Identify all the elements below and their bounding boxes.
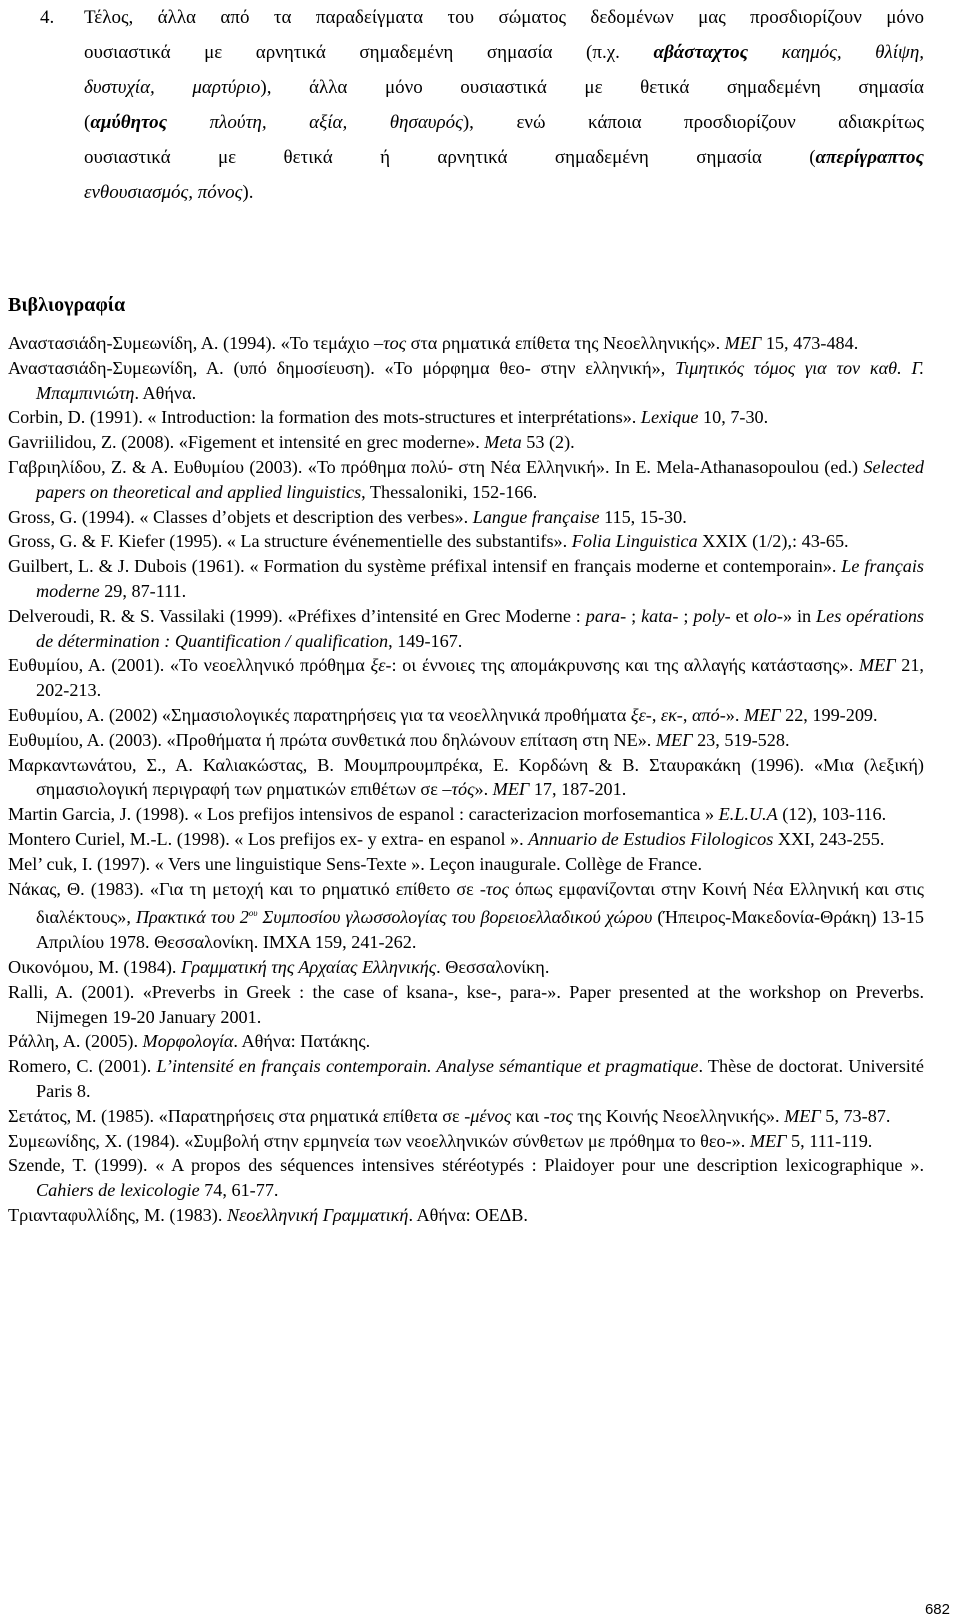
text-segment: Ralli, A. (2001). «Preverbs in Greek : the case of ksana-, kse-, para-». Paper presented at the workshop on Preverbs. Nijmegen 19-20 January 2001. (8, 981, 924, 1027)
text-segment: Montero Curiel, M.-L. (1998). « Los prefijos ex- y extra- en espanol ». (8, 828, 529, 849)
text-segment: Cahiers de lexicologie (36, 1180, 200, 1201)
text-segment: 5, 73-87. (820, 1105, 891, 1126)
text-segment: –τός (442, 779, 475, 800)
text-segment: , 149-167. (388, 630, 463, 651)
text-segment: 115, 15-30. (599, 506, 687, 527)
text-segment: Οικονόμου, Μ. (1984). (8, 956, 181, 977)
text-segment: . Αθήνα: Πατάκης. (233, 1031, 371, 1052)
text-segment: πλούτη, αξία, θησαυρός (167, 112, 463, 133)
text-segment: Σετάτος, Μ. (1985). «Παρατηρήσεις στα ρηματικά επίθετα σε - (8, 1105, 471, 1126)
text-segment: , (651, 704, 661, 725)
text-segment: ), άλλα μόνο ουσιαστικά με θετικά σημαδεμένη σημασία (260, 77, 924, 98)
text-segment: 15, 473-484. (761, 333, 859, 353)
text-segment: 53 (2). (521, 432, 575, 453)
text-segment: Folia Linguistica (571, 531, 698, 552)
reference-entry (8, 455, 924, 505)
reference-entry (8, 529, 924, 554)
text-segment: ενθουσιασμός, πόνος (84, 182, 243, 203)
text-segment: poly- (693, 605, 731, 626)
text-segment: Αναστασιάδη-Συμεωνίδη, Α. (υπό δημοσίευση). «Το μόρφημα θεο- στην ελληνική», (8, 357, 676, 378)
text-segment: (Ήπειρος-Μακεδονία-Θράκη) 13-15 Απριλίου 1978. Θεσσαλονίκη. ΙΜΧΑ 159, 241-262. (36, 907, 924, 953)
text-segment: Ράλλη, Α. (2005). (8, 1031, 143, 1052)
reference-entry (8, 980, 924, 1030)
text-segment: L’intensité en français contemporain. Analyse sémantique et pragmatique (156, 1056, 699, 1077)
text-line (84, 70, 924, 105)
reference-entry (8, 728, 924, 753)
text-segment: Mel’ cuk, I. (1997). « Vers une linguistique Sens-Texte ». Leçon inaugurale. Collège de France. (8, 853, 703, 874)
text-segment: 74, 61-77. (199, 1180, 279, 1201)
text-segment: ΜΕΓ (492, 779, 530, 800)
reference-entry (8, 1203, 924, 1228)
list-item-text (84, 0, 924, 210)
text-segment: και - (511, 1105, 550, 1126)
text-line (84, 105, 924, 140)
text-segment: » in (782, 605, 817, 626)
text-segment: ΜΕΓ (749, 1130, 787, 1151)
text-segment: Guilbert, L. & J. Dubois (1961). « Formation du système préfixal intensif en français moderne et contemporain». (8, 556, 842, 577)
list-item-number: 4. (40, 7, 55, 28)
reference-entry (8, 331, 924, 356)
reference-entry (8, 1104, 924, 1129)
text-segment: ΜΕΓ (655, 729, 693, 750)
text-segment: Ευθυμίου, Α. (2001). «Το νεοελληνικό πρόθημα (8, 655, 371, 676)
reference-entry (8, 852, 924, 877)
text-segment: από- (691, 704, 726, 725)
text-segment: Μαρκαντωνάτου, Σ., Α. Καλιακώστας, Β. Μουμπρουμπρέκα, Ε. Κορδώνη & Β. Σταυρακάκη (1996). «Μια (λεξική) σημασιολογική περιγραφή των ρηματικών επιθέτων σε (8, 754, 924, 800)
text-segment: μένος (470, 1105, 512, 1126)
text-segment: –τος (374, 333, 407, 353)
reference-entry (8, 554, 924, 604)
text-segment: τος (549, 1105, 573, 1126)
text-segment: Gross, G. & F. Kiefer (1995). « La structure événementielle des substantifs». (8, 531, 572, 552)
text-segment: 10, 7-30. (698, 407, 769, 428)
text-segment: 29, 87-111. (99, 580, 187, 601)
reference-entry (8, 1129, 924, 1154)
page-number: 682 (924, 1601, 950, 1618)
text-segment: Langue française (472, 506, 600, 527)
reference-entry (8, 753, 924, 803)
reference-entry (8, 1029, 924, 1054)
reference-entry (8, 827, 924, 852)
text-segment: kata- (641, 605, 679, 626)
reference-entry (8, 604, 924, 654)
reference-entry (8, 653, 924, 703)
text-segment: et (730, 605, 754, 626)
text-segment: Romero, C. (2001). (8, 1056, 157, 1077)
text-segment: τος (485, 878, 509, 899)
text-segment: ( (84, 112, 91, 133)
text-segment: 22, 199-209. (780, 704, 878, 725)
text-line (84, 35, 924, 70)
bibliography-heading: Βιβλιογραφία (8, 294, 126, 316)
text-segment: ξε- (630, 704, 652, 725)
text-segment: . Αθήνα. (134, 382, 197, 403)
text-segment: Meta (484, 432, 522, 453)
text-segment: ). (242, 182, 254, 203)
text-segment: XXIX (1/2),: 43-65. (697, 531, 849, 552)
text-segment: Delveroudi, R. & S. Vassilaki (1999). «Préfixes d’intensité en Grec Moderne : (8, 605, 586, 626)
text-segment: ; (626, 605, 642, 626)
text-line (84, 175, 924, 210)
reference-entry (8, 877, 924, 955)
text-segment: ΜΕΓ (784, 1105, 821, 1126)
text-segment: Τριανταφυλλίδης, Μ. (1983). (8, 1204, 227, 1225)
text-segment: Gross, G. (1994). « Classes d’objets et description des verbes». (8, 506, 473, 527)
text-segment: ». (474, 779, 493, 800)
text-segment: ), ενώ κάποια προσδιορίζουν αδιακρίτως (462, 112, 924, 133)
text-segment: Selected papers on theoretical and applied linguistics (36, 456, 924, 502)
reference-entry (8, 802, 924, 827)
text-segment: ». (725, 704, 744, 725)
text-line (84, 0, 924, 35)
reference-entry (8, 955, 924, 980)
text-segment: 21, 202-213. (36, 655, 924, 701)
text-segment: olo- (753, 605, 783, 626)
text-segment: ουσιαστικά με αρνητικά σημαδεμένη σημασία (π.χ. (84, 42, 654, 63)
text-segment: E.L.U.A (718, 804, 778, 825)
reference-entry (8, 1054, 924, 1104)
text-segment: . Θεσσαλονίκη. (436, 956, 550, 977)
text-line (84, 140, 924, 175)
text-segment: , (682, 704, 692, 725)
text-segment: Πρακτικά του 2 (135, 907, 249, 928)
reference-entry (8, 356, 924, 406)
text-segment: : οι έννοιες της απομάκρυνσης και της αλλαγής κατάστασης». (391, 655, 859, 676)
text-segment: αβάσταχτος (653, 42, 749, 63)
text-segment: ΜΕΓ (858, 655, 896, 676)
text-segment: . Thèse de doctorat. Université Paris 8. (36, 1056, 924, 1101)
text-segment: απερίγραπτος (815, 147, 924, 168)
text-segment: Les opérations de détermination : Quantification / qualification (36, 605, 924, 651)
text-segment: αμύθητος (90, 112, 168, 133)
text-segment: para- (585, 605, 627, 626)
text-segment: Szende, T. (1999). « A propos des séquences intensives stéréotypés : Plaidoyer pour une description lexicographique ». (8, 1155, 924, 1176)
text-segment: δυστυχία, μαρτύριο (84, 77, 261, 98)
reference-entry (8, 1153, 924, 1203)
text-segment: Gavriilidou, Z. (2008). «Figement et intensité en grec moderne». (8, 432, 485, 453)
text-segment: Lexique (640, 407, 699, 428)
text-segment: Γραμματική της Αρχαίας Ελληνικής (181, 956, 437, 977)
text-segment: όπως εμφανίζονται στην Κοινή Νέα Ελληνική και στις διαλέκτους», (36, 878, 925, 928)
text-segment: Νεοελληνική Γραμματική (226, 1204, 409, 1225)
reference-entry (8, 703, 924, 728)
text-segment: Ευθυμίου, Α. (2003). «Προθήματα ή πρώτα συνθετικά που δηλώνουν επίταση στη ΝΕ». (8, 729, 656, 750)
text-segment: Συμποσίου γλωσσολογίας του βορειοελλαδικού χώρου (257, 907, 653, 928)
text-segment: ου (248, 908, 258, 919)
text-segment: ; (678, 605, 694, 626)
text-segment: ξε- (370, 655, 392, 676)
text-segment: Μορφολογία (142, 1031, 234, 1052)
text-segment: στα ρηματικά επίθετα της Νεοελληνικής». (406, 333, 725, 353)
text-segment: XXI, 243-255. (773, 828, 885, 849)
reference-entry (8, 405, 924, 430)
text-segment: Τέλος, άλλα από τα παραδείγματα του σώματος δεδομένων μας προσδιορίζουν μόνο (84, 7, 924, 28)
text-segment: 23, 519-528. (692, 729, 790, 750)
reference-entry (8, 430, 924, 455)
text-segment: ΜΕΓ (724, 333, 762, 353)
text-segment: 17, 187-201. (529, 779, 627, 800)
text-segment: εκ- (660, 704, 683, 725)
text-segment: ουσιαστικά με θετικά ή αρνητικά σημαδεμένη σημασία ( (84, 147, 816, 168)
text-segment: , Thessaloniki, 152-166. (361, 481, 538, 502)
text-segment: Le français moderne (36, 556, 924, 601)
text-segment: (12), 103-116. (777, 804, 887, 825)
list-item-4 (40, 0, 924, 210)
reference-entry (8, 505, 924, 530)
bibliography-list (8, 331, 924, 1228)
text-segment: ΜΕΓ (743, 704, 781, 725)
text-segment: Ευθυμίου, Α. (2002) «Σημασιολογικές παρατηρήσεις για τα νεοελληνικά προθήματα (8, 704, 631, 725)
text-segment: Martin Garcia, J. (1998). « Los prefijos intensivos de espanol : caracterizacion morfosemantica » (8, 804, 719, 825)
text-segment: Αναστασιάδη-Συμεωνίδη, Α. (1994). «Το τεμάχιο (8, 333, 375, 353)
text-segment: Γαβριηλίδου, Ζ. & Α. Ευθυμίου (2003). «Το πρόθημα πολύ- στη Νέα Ελληνική». In E. Mela-Athanasopoulou (ed.) (8, 456, 864, 477)
text-segment: Annuario de Estudios Filologicos (528, 828, 774, 849)
text-segment: . Αθήνα: ΟΕΔΒ. (408, 1204, 528, 1225)
text-segment: της Κοινής Νεοελληνικής». (572, 1105, 785, 1126)
text-segment: Τιμητικός τόμος για τον καθ. Γ. Μπαμπινιώτη (36, 357, 925, 403)
text-segment: Corbin, D. (1991). « Introduction: la formation des mots-structures et interprétations». (8, 407, 641, 428)
text-segment: καημός, θλίψη, (748, 42, 924, 63)
text-segment: Νάκας, Θ. (1983). «Για τη μετοχή και το ρηματικό επίθετο σε - (8, 878, 486, 899)
text-segment: 5, 111-119. (786, 1130, 873, 1151)
text-segment: Συμεωνίδης, Χ. (1984). «Συμβολή στην ερμηνεία των νεοελληνικών σύνθετων με πρόθημα το θεο-». (8, 1130, 750, 1151)
